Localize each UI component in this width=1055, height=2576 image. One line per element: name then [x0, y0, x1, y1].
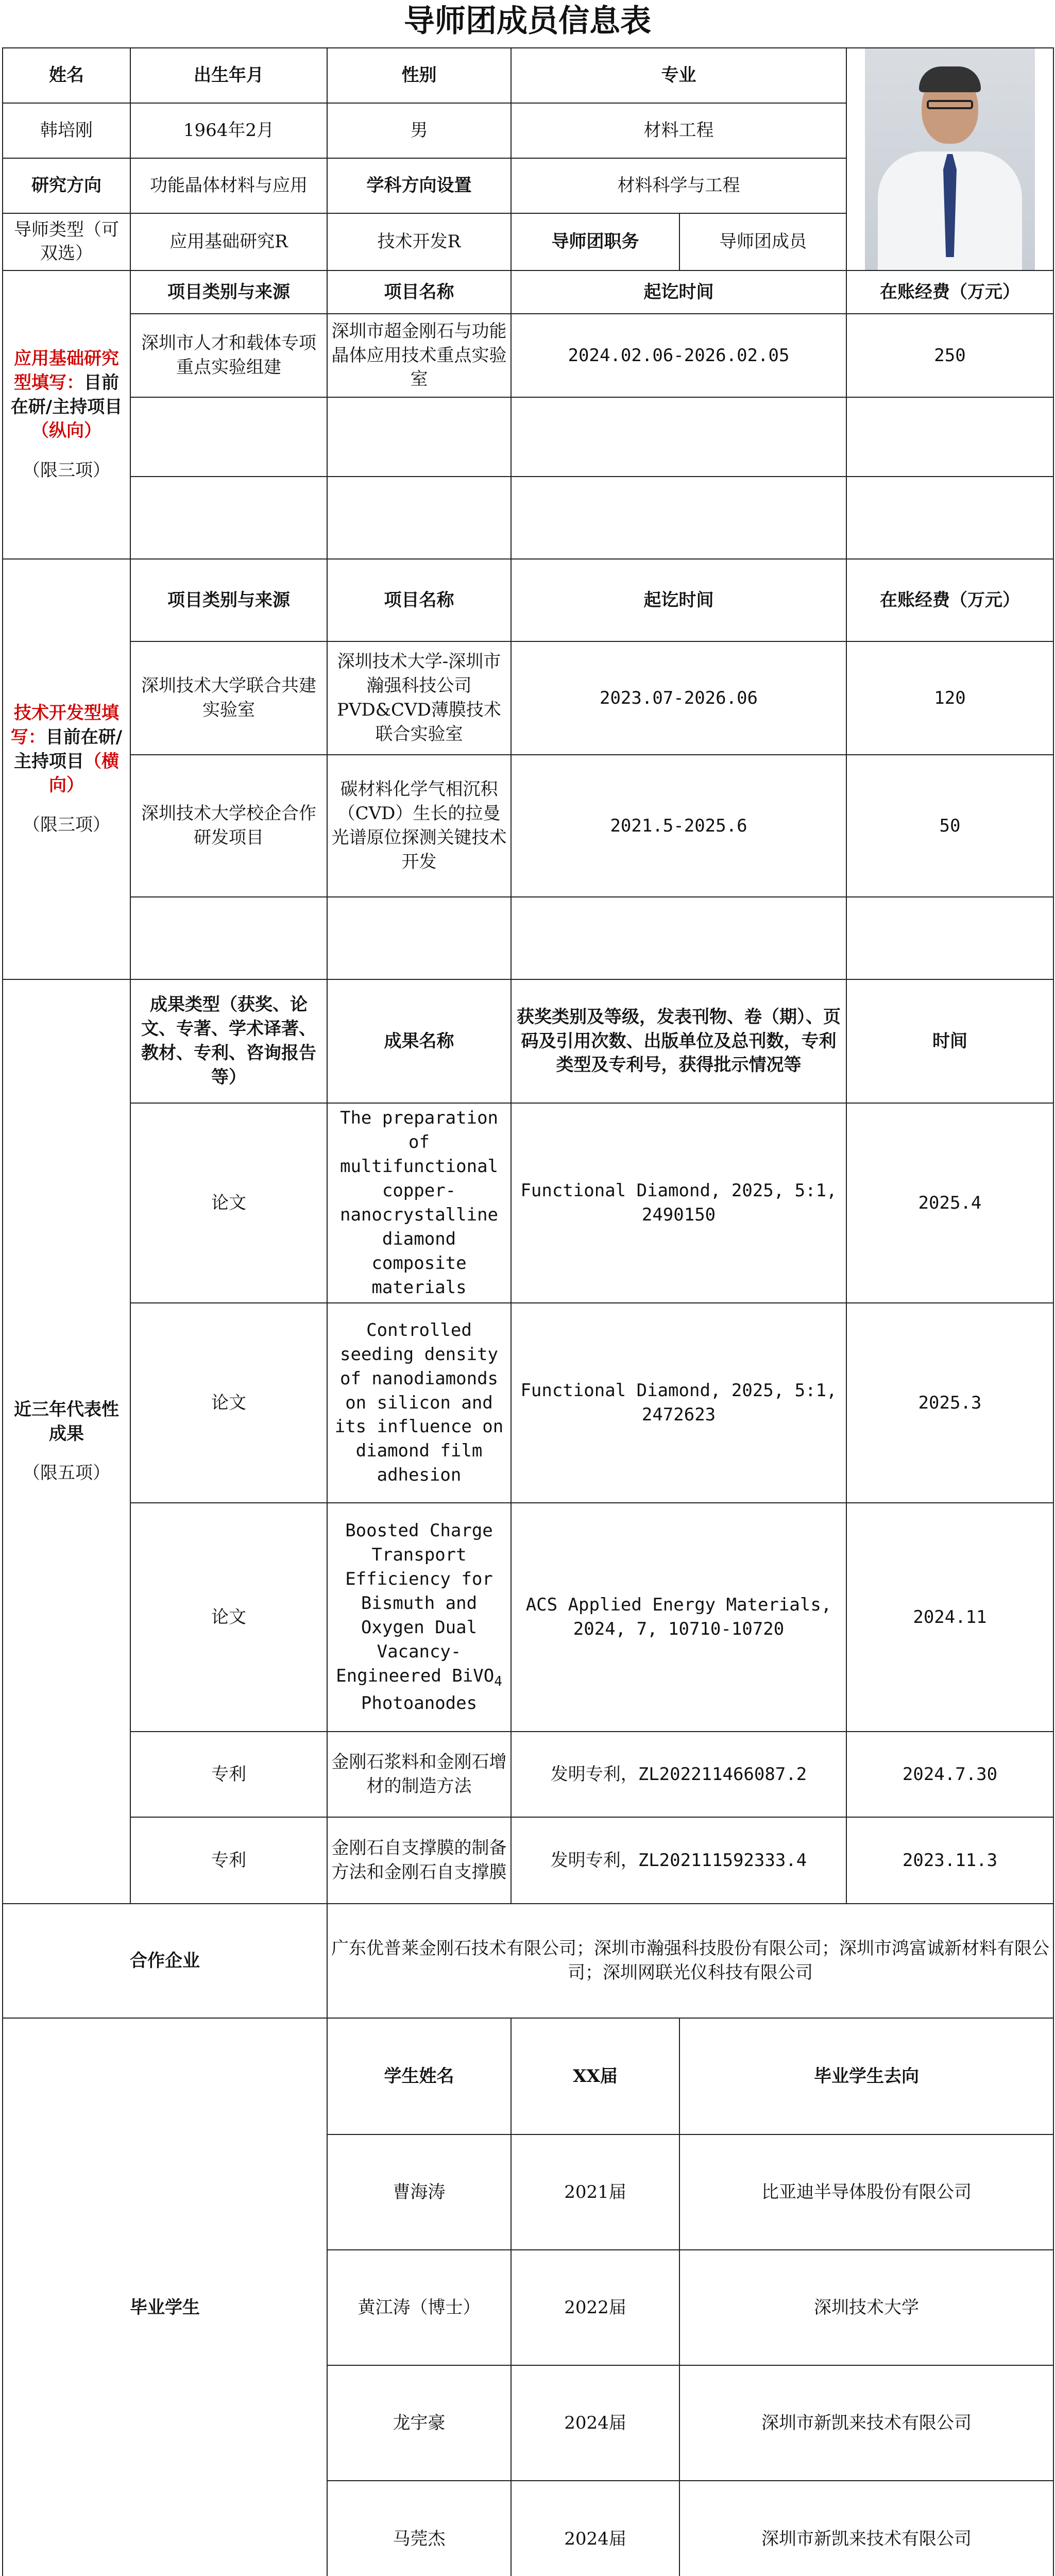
graduate-name: 黄江涛（博士） [327, 2250, 511, 2365]
gender-value: 男 [327, 103, 511, 158]
graduate-dest: 深圳市新凯来技术有限公司 [679, 2365, 1053, 2481]
tech-fund-header: 在账经费（万元） [846, 559, 1053, 641]
major-value: 材料工程 [511, 103, 846, 158]
applied-empty-cell[interactable] [130, 477, 327, 559]
achievement-name: 金刚石自支撑膜的制备方法和金刚石自支撑膜 [327, 1817, 511, 1904]
achievement-time-header: 时间 [846, 979, 1053, 1103]
applied-row-period: 2024.02.06-2026.02.05 [511, 314, 846, 397]
applied-fund-header: 在账经费（万元） [846, 270, 1053, 314]
tech-period-header: 起讫时间 [511, 559, 846, 641]
achievement-time: 2025.3 [846, 1303, 1053, 1503]
discipline-header: 学科方向设置 [327, 158, 511, 213]
applied-empty-cell[interactable] [846, 397, 1053, 477]
applied-row-source: 深圳市人才和载体专项重点实验组建 [130, 314, 327, 397]
tech-empty-cell[interactable] [511, 897, 846, 979]
applied-empty-cell[interactable] [846, 477, 1053, 559]
achievement-detail-header: 获奖类别及等级，发表刊物、卷（期）、页码及引用次数、出版单位及总刊数，专利类型及专利号，获得批示情况等 [511, 979, 846, 1103]
applied-empty-cell[interactable] [327, 397, 511, 477]
achievements-limit: （限五项） [23, 1463, 110, 1484]
achievement-detail: ACS Applied Energy Materials, 2024, 7, 10710-10720 [511, 1503, 846, 1732]
partners-value: 广东优普莱金刚石技术有限公司；深圳市瀚强科技股份有限公司；深圳市鸿富诚新材料有限公司；深圳网联光仪科技有限公司 [327, 1904, 1053, 2018]
achievement-name: 金刚石浆料和金刚石增材的制造方法 [327, 1732, 511, 1817]
mentor-type-header: 导师类型（可双选） [3, 213, 130, 270]
applied-name-header: 项目名称 [327, 270, 511, 314]
tech-limit: （限三项） [23, 815, 110, 836]
photo-cell [846, 48, 1053, 270]
achievement-time: 2025.4 [846, 1103, 1053, 1303]
tech-row-name: 深圳技术大学-深圳市瀚强科技公司PVD&CVD薄膜技术联合实验室 [327, 641, 511, 755]
achievement-type: 专利 [130, 1732, 327, 1817]
achievement-type: 论文 [130, 1103, 327, 1303]
graduate-name-header: 学生姓名 [327, 2018, 511, 2134]
tech-source-header: 项目类别与来源 [130, 559, 327, 641]
graduate-year: 2022届 [511, 2250, 679, 2365]
name-header: 姓名 [3, 48, 130, 103]
graduate-name: 曹海涛 [327, 2134, 511, 2250]
graduate-year: 2024届 [511, 2481, 679, 2576]
graduate-year-header: XX届 [511, 2018, 679, 2134]
achievement-type: 论文 [130, 1303, 327, 1503]
graduate-dest: 深圳市新凯来技术有限公司 [679, 2481, 1053, 2576]
achievement-type-header: 成果类型（获奖、论文、专著、学术译著、教材、专利、咨询报告等） [130, 979, 327, 1103]
achievement-name-header: 成果名称 [327, 979, 511, 1103]
applied-source-header: 项目类别与来源 [130, 270, 327, 314]
role-header: 导师团职务 [511, 213, 679, 270]
achievement-detail: 发明专利，ZL202111592333.4 [511, 1817, 846, 1904]
tech-empty-cell[interactable] [130, 897, 327, 979]
applied-limit: （限三项） [23, 460, 110, 481]
birth-header: 出生年月 [130, 48, 327, 103]
discipline-value: 材料科学与工程 [511, 158, 846, 213]
mentor-photo [865, 48, 1035, 270]
graduates-label: 毕业学生 [3, 2018, 327, 2576]
page-title: 导师团成员信息表 [404, 3, 651, 39]
achievement-detail: Functional Diamond, 2025, 5:1, 2472623 [511, 1303, 846, 1503]
partners-label: 合作企业 [3, 1904, 327, 2018]
tech-row-period: 2021.5-2025.6 [511, 755, 846, 897]
tech-row-period: 2023.07-2026.06 [511, 641, 846, 755]
applied-empty-cell[interactable] [327, 477, 511, 559]
mentor-info-table [2, 47, 1054, 2576]
birth-value: 1964年2月 [130, 103, 327, 158]
achievement-name: Boosted Charge Transport Efficiency for Bismuth and Oxygen Dual Vacancy-Engineered BiVO$_4$ Photoanodes [327, 1503, 511, 1732]
graduate-year: 2024届 [511, 2365, 679, 2481]
applied-empty-cell[interactable] [511, 477, 846, 559]
achievement-name: Controlled seeding density of nanodiamonds on silicon and its influence on diamond film adhesion [327, 1303, 511, 1503]
mentor-type-1: 应用基础研究R [130, 213, 327, 270]
graduate-dest-header: 毕业学生去向 [679, 2018, 1053, 2134]
research-header: 研究方向 [3, 158, 130, 213]
tech-row-name: 碳材料化学气相沉积（CVD）生长的拉曼光谱原位探测关键技术开发 [327, 755, 511, 897]
applied-empty-cell[interactable] [130, 397, 327, 477]
achievement-time: 2023.11.3 [846, 1817, 1053, 1904]
applied-row-fund: 250 [846, 314, 1053, 397]
graduate-year: 2021届 [511, 2134, 679, 2250]
mentor-type-2: 技术开发R [327, 213, 511, 270]
tech-section-label: 技术开发型填写：目前在研/主持项目（横向） （限三项） [3, 559, 130, 979]
role-value: 导师团成员 [679, 213, 846, 270]
gender-header: 性别 [327, 48, 511, 103]
achievement-time: 2024.7.30 [846, 1732, 1053, 1817]
graduate-dest: 深圳技术大学 [679, 2250, 1053, 2365]
achievements-section-label: 近三年代表性成果 （限五项） [3, 979, 130, 1904]
tech-name-header: 项目名称 [327, 559, 511, 641]
tech-empty-cell[interactable] [327, 897, 511, 979]
name-value: 韩培刚 [3, 103, 130, 158]
graduate-name: 马莞杰 [327, 2481, 511, 2576]
tech-row-fund: 120 [846, 641, 1053, 755]
achievement-name: The preparation of multifunctional copper-nanocrystalline diamond composite materials [327, 1103, 511, 1303]
graduate-dest: 比亚迪半导体股份有限公司 [679, 2134, 1053, 2250]
research-value: 功能晶体材料与应用 [130, 158, 327, 213]
achievement-type: 论文 [130, 1503, 327, 1732]
achievement-time: 2024.11 [846, 1503, 1053, 1732]
graduate-name: 龙宇豪 [327, 2365, 511, 2481]
tech-row-source: 深圳技术大学校企合作研发项目 [130, 755, 327, 897]
tech-row-source: 深圳技术大学联合共建实验室 [130, 641, 327, 755]
applied-section-label: 应用基础研究型填写：目前在研/主持项目（纵向） （限三项） [3, 270, 130, 559]
major-header: 专业 [511, 48, 846, 103]
tech-empty-cell[interactable] [846, 897, 1053, 979]
achievement-type: 专利 [130, 1817, 327, 1904]
achievement-detail: 发明专利，ZL202211466087.2 [511, 1732, 846, 1817]
applied-empty-cell[interactable] [511, 397, 846, 477]
applied-period-header: 起讫时间 [511, 270, 846, 314]
applied-row-name: 深圳市超金刚石与功能晶体应用技术重点实验室 [327, 314, 511, 397]
tech-row-fund: 50 [846, 755, 1053, 897]
achievement-detail: Functional Diamond, 2025, 5:1, 2490150 [511, 1103, 846, 1303]
